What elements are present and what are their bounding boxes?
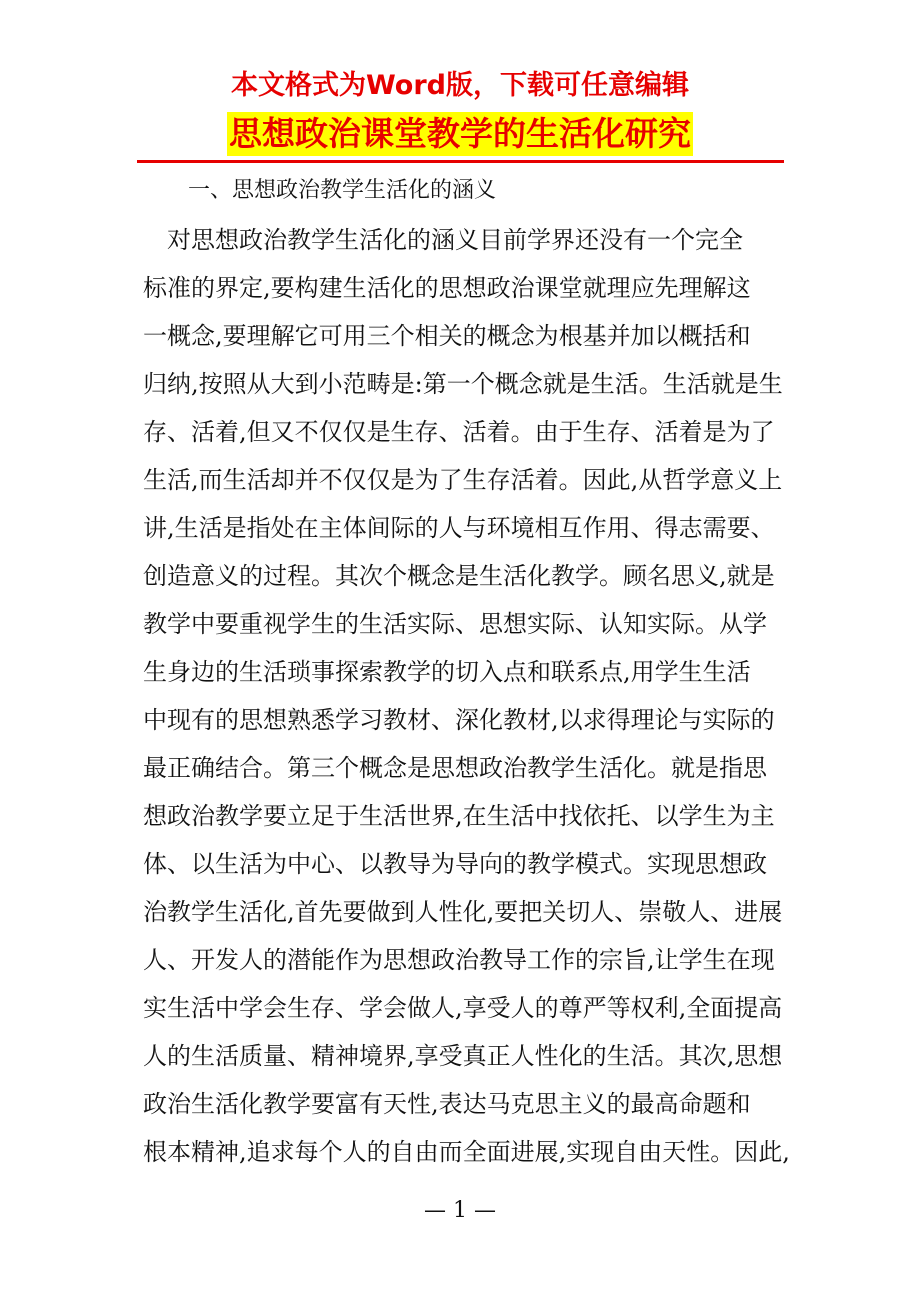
page-number: — 1 — [424,1198,496,1223]
paragraph-line: 生活,而生活却并不仅仅是为了生存活着。因此,从哲学意义上 [143,466,783,494]
title-container [0,112,920,156]
paragraph-line: 政治生活化教学要富有天性,表达马克思主义的最高命题和 [143,1090,751,1118]
paragraph-line: 生身边的生活琐事探索教学的切入点和联系点,用学生生活 [143,658,751,686]
paragraph-line: 对思想政治教学生活化的涵义目前学界还没有一个完全 [167,226,743,254]
paragraph-line: 讲,生活是指处在主体间际的人与环境相互作用、得志需要、 [143,514,775,542]
paragraph-line: 想政治教学要立足于生活世界,在生活中找依托、以学生为主 [143,802,775,830]
paragraph-line: 治教学生活化,首先要做到人性化,要把关切人、崇敬人、进展 [143,898,783,926]
title-underline [137,160,784,163]
paragraph-line: 根本精神,追求每个人的自由而全面进展,实现自由天性。因此, [143,1138,790,1166]
paragraph-line: 一概念,要理解它可用三个相关的概念为根基并加以概括和 [143,322,751,350]
paragraph-line: 归纳,按照从大到小范畴是:第一个概念就是生活。生活就是生 [143,370,783,398]
paragraph-line: 人、开发人的潜能作为思想政治教导工作的宗旨,让学生在现 [143,946,775,974]
paragraph-line: 人的生活质量、精神境界,享受真正人性化的生活。其次,思想 [143,1042,783,1070]
download-notice: 本文格式为Word版，下载可任意编辑 [230,70,689,101]
paragraph-line: 实生活中学会生存、学会做人,享受人的尊严等权利,全面提高 [143,994,783,1022]
paragraph-line: 教学中要重视学生的生活实际、思想实际、认知实际。从学 [143,610,767,638]
document-title: 思想政治课堂教学的生活化研究 [227,112,693,156]
section-heading: 一、思想政治教学生活化的涵义 [188,178,497,203]
paragraph-line: 中现有的思想熟悉学习教材、深化教材,以求得理论与实际的 [143,706,775,734]
body-text [143,222,803,1182]
paragraph-line: 标准的界定,要构建生活化的思想政治课堂就理应先理解这 [143,274,751,302]
paragraph-line: 创造意义的过程。其次个概念是生活化教学。顾名思义,就是 [143,562,775,590]
paragraph-line: 存、活着,但又不仅仅是生存、活着。由于生存、活着是为了 [143,418,775,446]
paragraph-line: 体、以生活为中心、以教导为导向的教学模式。实现思想政 [143,850,767,878]
paragraph-line: 最正确结合。第三个概念是思想政治教学生活化。就是指思 [143,754,767,782]
